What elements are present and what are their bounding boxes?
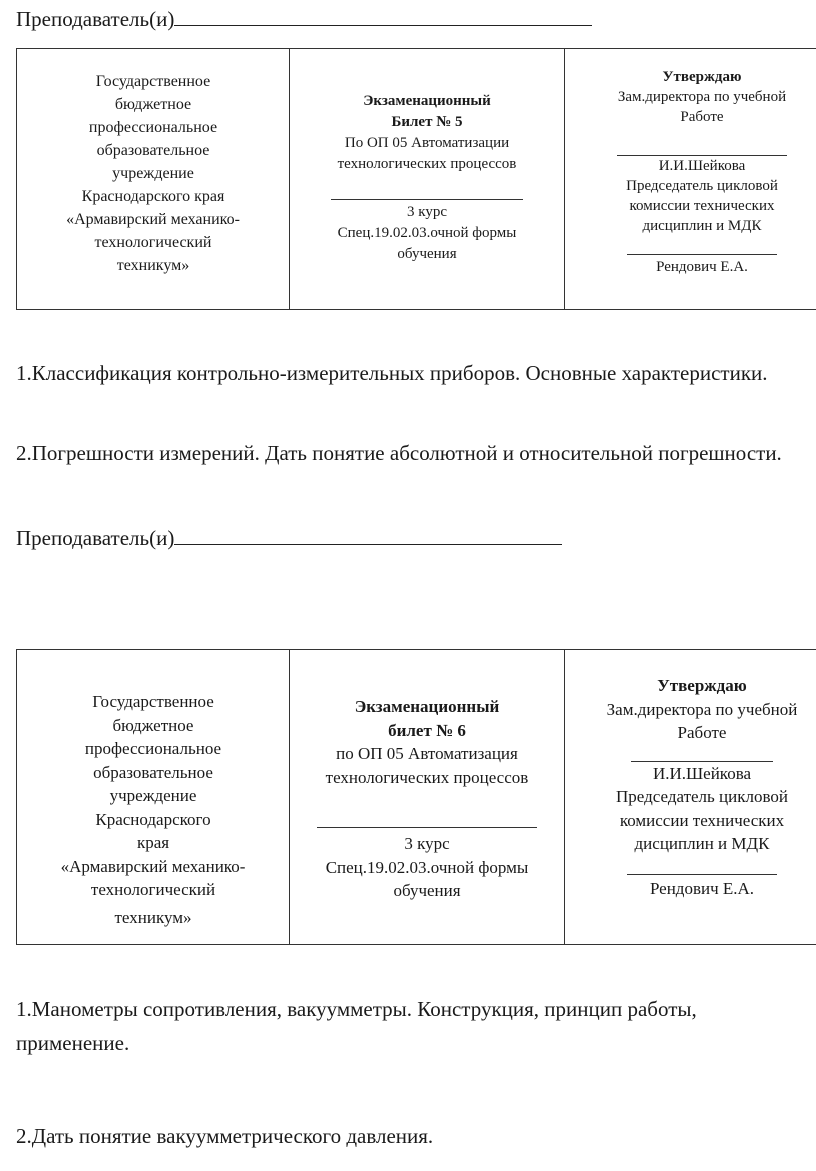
teacher-label: Преподаватель(и)	[16, 526, 175, 550]
institution-line: Государственное	[92, 692, 214, 711]
chair-line: комиссии технических	[619, 810, 785, 830]
subject-line: технологических процессов	[337, 156, 517, 172]
chair-line: дисциплин и МДК	[642, 218, 762, 234]
institution-line: Государственное	[95, 73, 211, 90]
deputy-name: И.И.Шейкова	[652, 763, 752, 783]
institution-line: техникум»	[116, 257, 190, 274]
ticket-number: Билет № 5	[391, 114, 463, 130]
institution-line: учреждение	[109, 786, 197, 805]
spec-line: Спец.19.02.03.очной формы	[325, 857, 529, 877]
institution-cell	[17, 49, 290, 310]
signature-line	[174, 522, 562, 545]
chair-line: комиссии технических	[629, 198, 775, 214]
institution-line: техникум»	[114, 907, 192, 927]
ticket-title-cell	[290, 650, 565, 945]
institution-line: профессиональное	[88, 119, 218, 136]
institution-line: «Армавирский механико-	[60, 856, 246, 876]
subject-line: технологических процессов	[325, 767, 529, 787]
institution-line: бюджетное	[112, 715, 194, 735]
ticket-number: билет № 6	[388, 720, 466, 740]
chair-line: Председатель цикловой	[626, 178, 778, 194]
deputy-line: Работе	[680, 109, 724, 125]
chair-name: Рендович Е.А.	[649, 878, 755, 898]
ticket-5-header-table	[16, 48, 816, 310]
signature-line	[627, 856, 777, 875]
institution-line: Краснодарского	[95, 809, 211, 829]
institution-line: «Армавирский механико-	[66, 211, 240, 228]
subject-line: по ОП 05 Автоматизация	[336, 744, 518, 763]
deputy-line: Работе	[677, 723, 727, 742]
signature-line	[174, 3, 592, 26]
signature-line	[631, 745, 773, 762]
approve-label: Утверждаю	[662, 69, 742, 85]
signature-line	[317, 789, 537, 828]
institution-line: края	[136, 833, 170, 852]
spec-line: обучения	[393, 881, 461, 900]
ticket-title: Экзаменационный	[354, 697, 500, 716]
ticket-6-header-table	[16, 649, 816, 945]
subject-line: По ОП 05 Автоматизации	[344, 135, 510, 151]
approval-cell	[565, 650, 816, 945]
question-2: 2.Погрешности измерений. Дать понятие абсолютной и относительной погрешности.	[16, 441, 782, 465]
deputy-line: Зам.директора по учебной	[606, 699, 798, 719]
course-label: 3 курс	[407, 204, 447, 220]
institution-line: образовательное	[93, 762, 213, 782]
question-2: 2.Дать понятие вакуумметрического давления.	[16, 1124, 434, 1148]
spec-line: обучения	[397, 246, 457, 262]
deputy-line: Зам.директора по учебной	[617, 89, 787, 105]
institution-line: бюджетное	[114, 96, 192, 113]
question-1: 1.Классификация контрольно-измерительных приборов. Основные характеристики.	[16, 361, 768, 385]
institution-line: образовательное	[96, 142, 210, 159]
approval-cell	[565, 49, 816, 310]
institution-line: технологический	[94, 234, 212, 251]
course-label: 3 курс	[404, 834, 450, 853]
signature-line	[627, 236, 777, 255]
chair-line: дисциплин и МДК	[634, 834, 770, 853]
deputy-name: И.И.Шейкова	[658, 158, 746, 174]
question-1: 1.Манометры сопротивления, вакуумметры. Конструкция, принцип работы, применение.	[16, 997, 697, 1055]
chair-name: Рендович Е.А.	[656, 259, 748, 275]
ticket-title: Экзаменационный	[363, 93, 491, 109]
institution-line: учреждение	[112, 165, 194, 182]
institution-line: профессиональное	[84, 739, 222, 758]
signature-line	[617, 127, 787, 156]
chair-line: Председатель цикловой	[616, 787, 788, 806]
teacher-line-top	[16, 2, 592, 36]
ticket-title-cell	[290, 49, 565, 310]
institution-cell	[17, 650, 290, 945]
institution-line: технологический	[90, 880, 216, 899]
institution-line: Краснодарского края	[81, 188, 225, 205]
approve-label: Утверждаю	[657, 676, 747, 695]
teacher-line-mid	[16, 521, 562, 555]
spec-line: Спец.19.02.03.очной формы	[337, 225, 517, 241]
teacher-label: Преподаватель(и)	[16, 7, 175, 31]
signature-line	[331, 175, 523, 200]
